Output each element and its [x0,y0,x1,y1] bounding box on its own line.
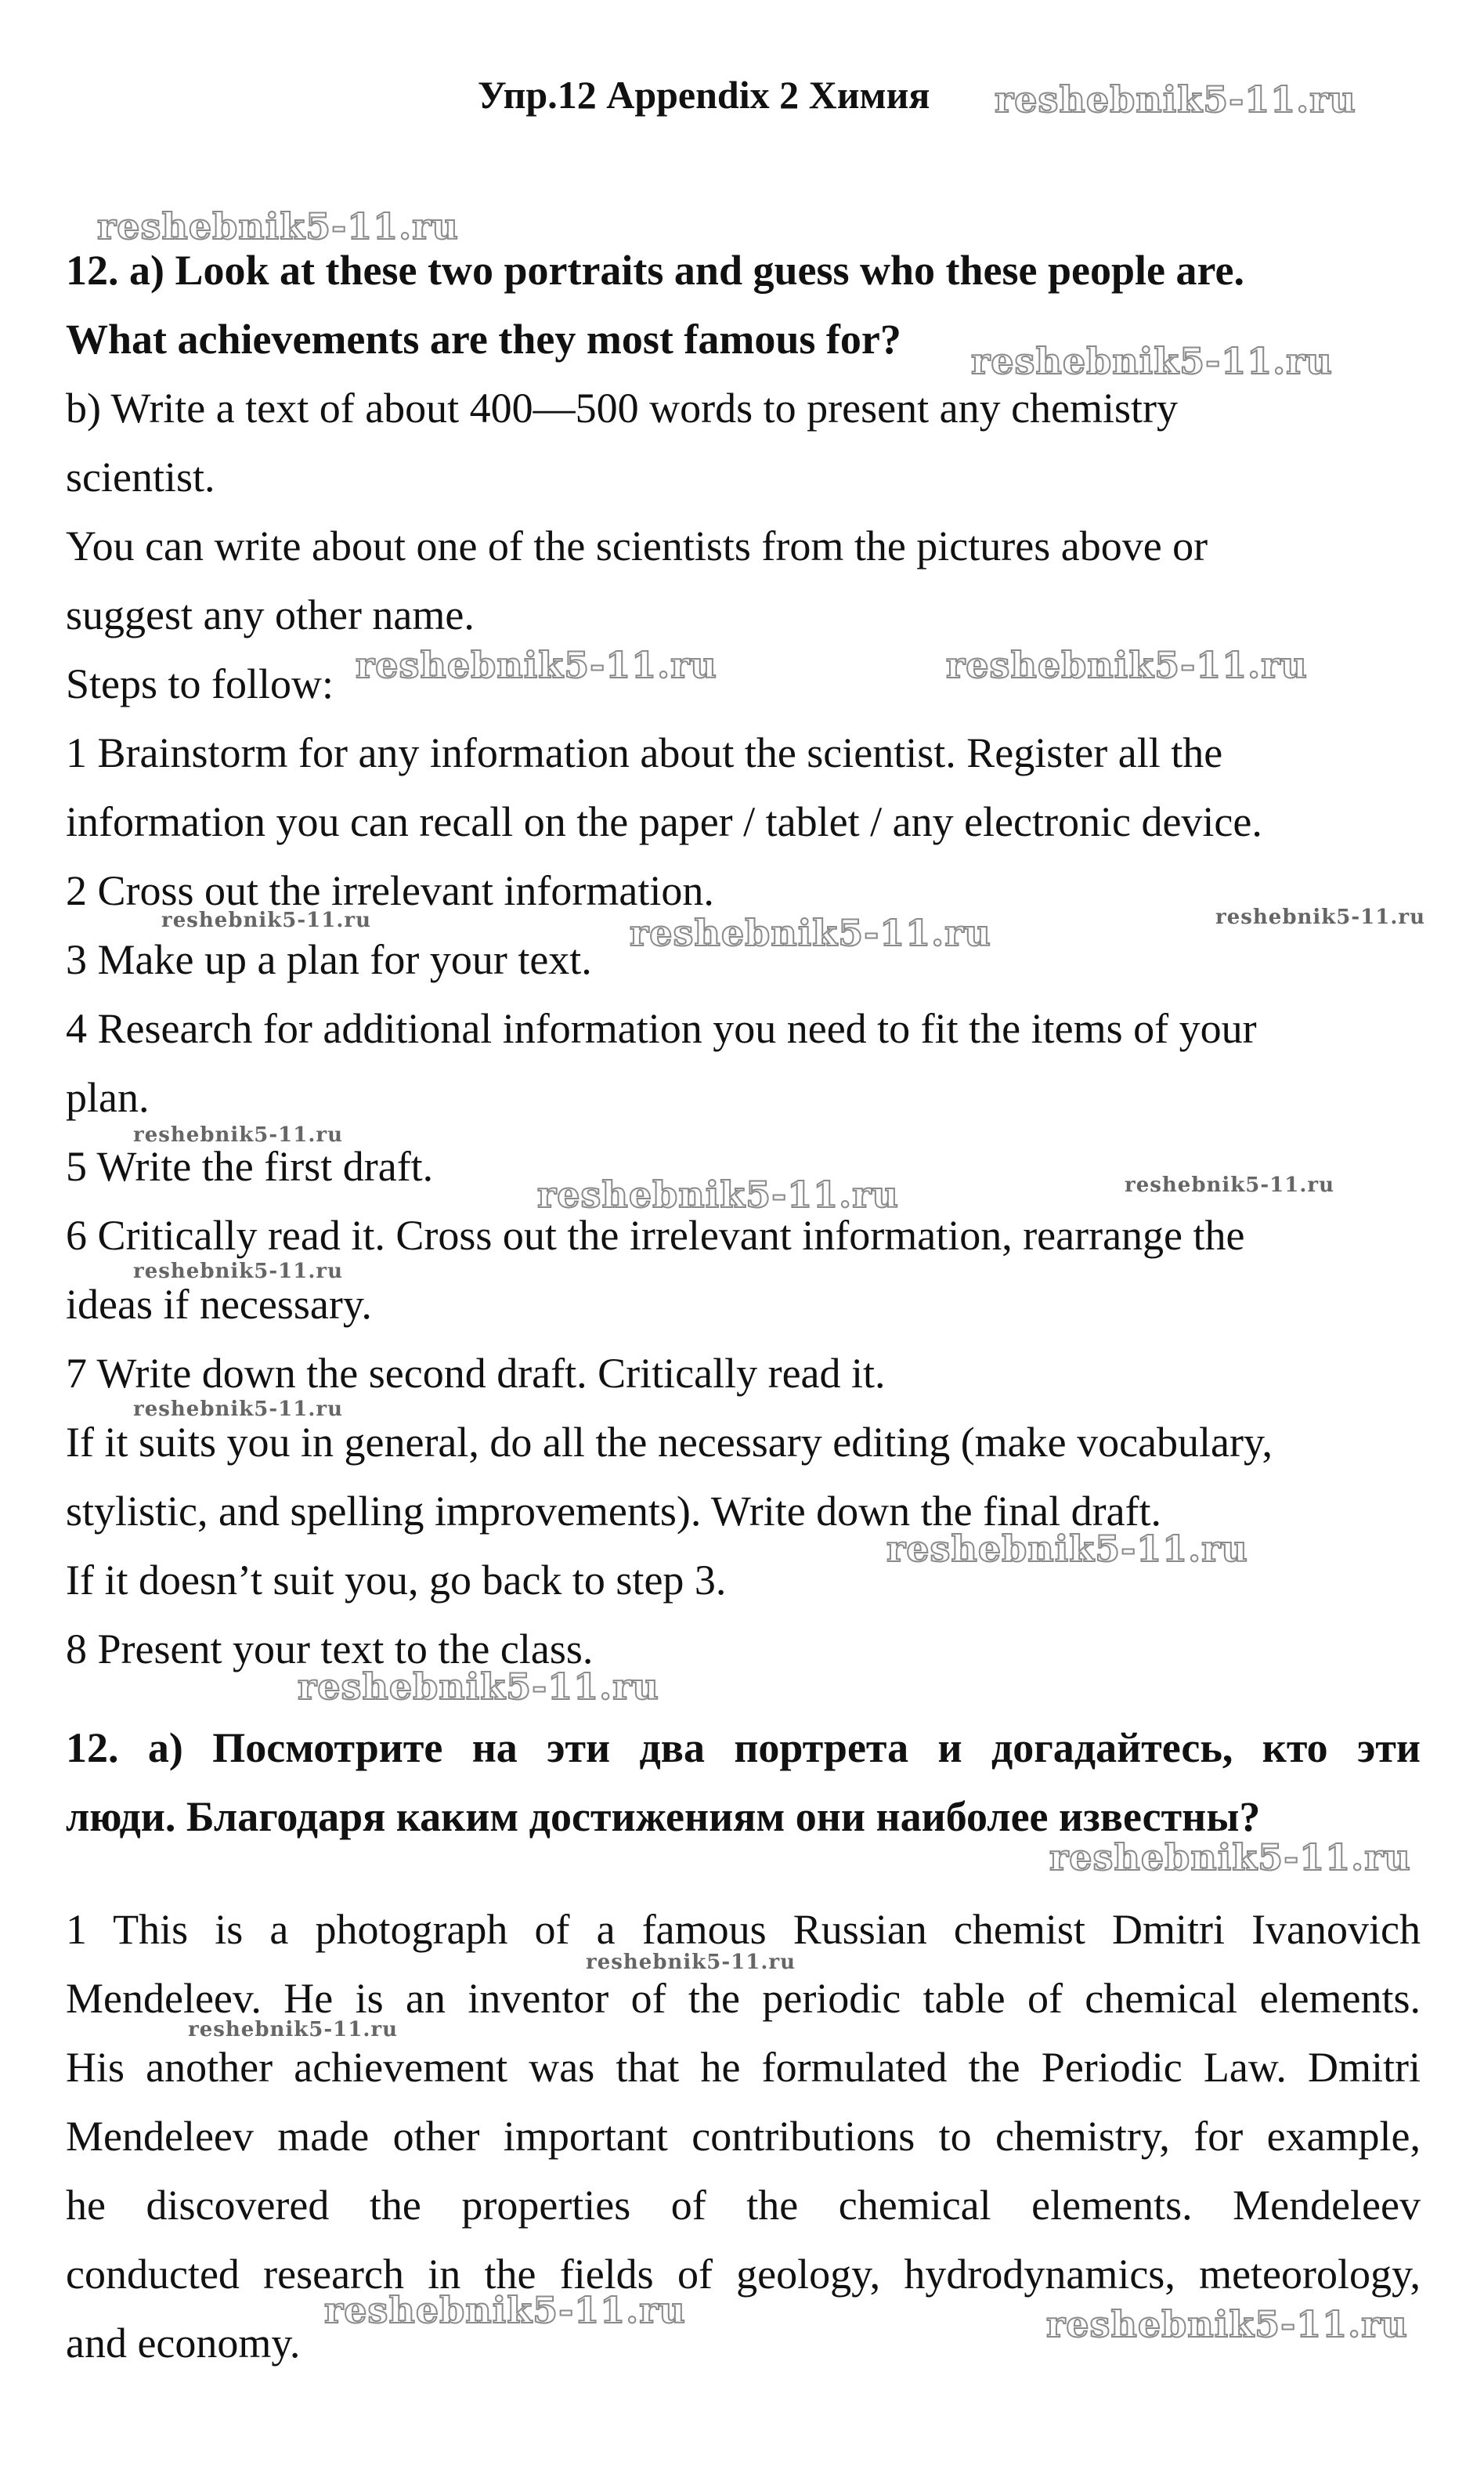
step-line: 4 Research for additional information you need to fit the items of your [66,1005,1257,1052]
task-ru [66,1713,1421,1851]
step-line: 3 Make up a plan for your text. [66,936,592,983]
task-en [66,236,1421,1683]
watermark: reshebnik5-11.ru [298,1665,659,1708]
page-title: Упр.12 Appendix 2 Химия [478,73,930,117]
answer-line: he discovered the properties of the chemical elements. Mendeleev [66,2182,1421,2229]
task-line: scientist. [66,454,215,501]
answer-line: His another achievement was that he formulated the Periodic Law. Dmitri [66,2044,1421,2091]
watermark: reshebnik5-11.ru [1049,1836,1411,1879]
watermark: reshebnik5-11.ru [97,205,459,248]
step-line: If it doesn’t suit you, go back to step 3. [66,1557,727,1604]
watermark: reshebnik5-11.ru [1215,906,1426,929]
task-ru-heading-line: 12. а) Посмотрите на эти два портрета и догадайтесь, кто эти [66,1724,1421,1771]
watermark: reshebnik5-11.ru [946,644,1308,686]
watermark: reshebnik5-11.ru [133,1260,344,1283]
watermark: reshebnik5-11.ru [995,78,1356,121]
answer-line: conducted research in the fields of geology, hydrodynamics, meteorology, [66,2251,1421,2298]
watermark: reshebnik5-11.ru [133,1398,344,1421]
answer-line: Mendeleev made other important contributions to chemistry, for example, [66,2113,1421,2160]
step-line: information you can recall on the paper / tablet / any electronic device. [66,798,1262,845]
step-line: 5 Write the first draft. [66,1143,434,1190]
task-heading-line: What achievements are they most famous for? [66,316,901,363]
task-heading-line: 12. a) Look at these two portraits and guess who these people are. [66,247,1244,294]
watermark: reshebnik5-11.ru [586,1951,796,1974]
step-line: 8 Present your text to the class. [66,1625,594,1672]
task-line: b) Write a text of about 400—500 words to present any chemistry [66,385,1179,432]
watermark: reshebnik5-11.ru [324,2289,686,2331]
task-line: suggest any other name. [66,591,475,638]
task-ru-heading-line: люди. Благодаря каким достижениям они наиболее известны? [66,1793,1261,1840]
watermark: reshebnik5-11.ru [188,2018,399,2041]
watermark: reshebnik5-11.ru [886,1528,1248,1570]
answer-line: 1 This is a photograph of a famous Russian chemist Dmitri Ivanovich [66,1906,1421,1953]
watermark: reshebnik5-11.ru [161,909,372,932]
watermark: reshebnik5-11.ru [133,1123,344,1147]
steps-label: Steps to follow: [66,660,334,707]
watermark: reshebnik5-11.ru [356,644,717,686]
watermark: reshebnik5-11.ru [971,340,1333,382]
step-line: 2 Cross out the irrelevant information. [66,867,714,914]
answer-line: and economy. [66,2320,301,2367]
watermark: reshebnik5-11.ru [630,912,991,954]
step-line: plan. [66,1074,150,1121]
watermark: reshebnik5-11.ru [1046,2303,1408,2345]
task-line: You can write about one of the scientists from the pictures above or [66,523,1208,570]
step-line: If it suits you in general, do all the necessary editing (make vocabulary, [66,1419,1273,1466]
watermark: reshebnik5-11.ru [1125,1173,1335,1197]
step-line: 7 Write down the second draft. Critically read it. [66,1350,886,1397]
watermark: reshebnik5-11.ru [537,1173,899,1216]
step-line: stylistic, and spelling improvements). Write down the final draft. [66,1488,1162,1535]
step-line: ideas if necessary. [66,1281,372,1328]
step-line: 1 Brainstorm for any information about the scientist. Register all the [66,729,1223,776]
step-line: 6 Critically read it. Cross out the irrelevant information, rearrange the [66,1212,1245,1259]
answer-line: Mendeleev. He is an inventor of the periodic table of chemical elements. [66,1975,1421,2022]
